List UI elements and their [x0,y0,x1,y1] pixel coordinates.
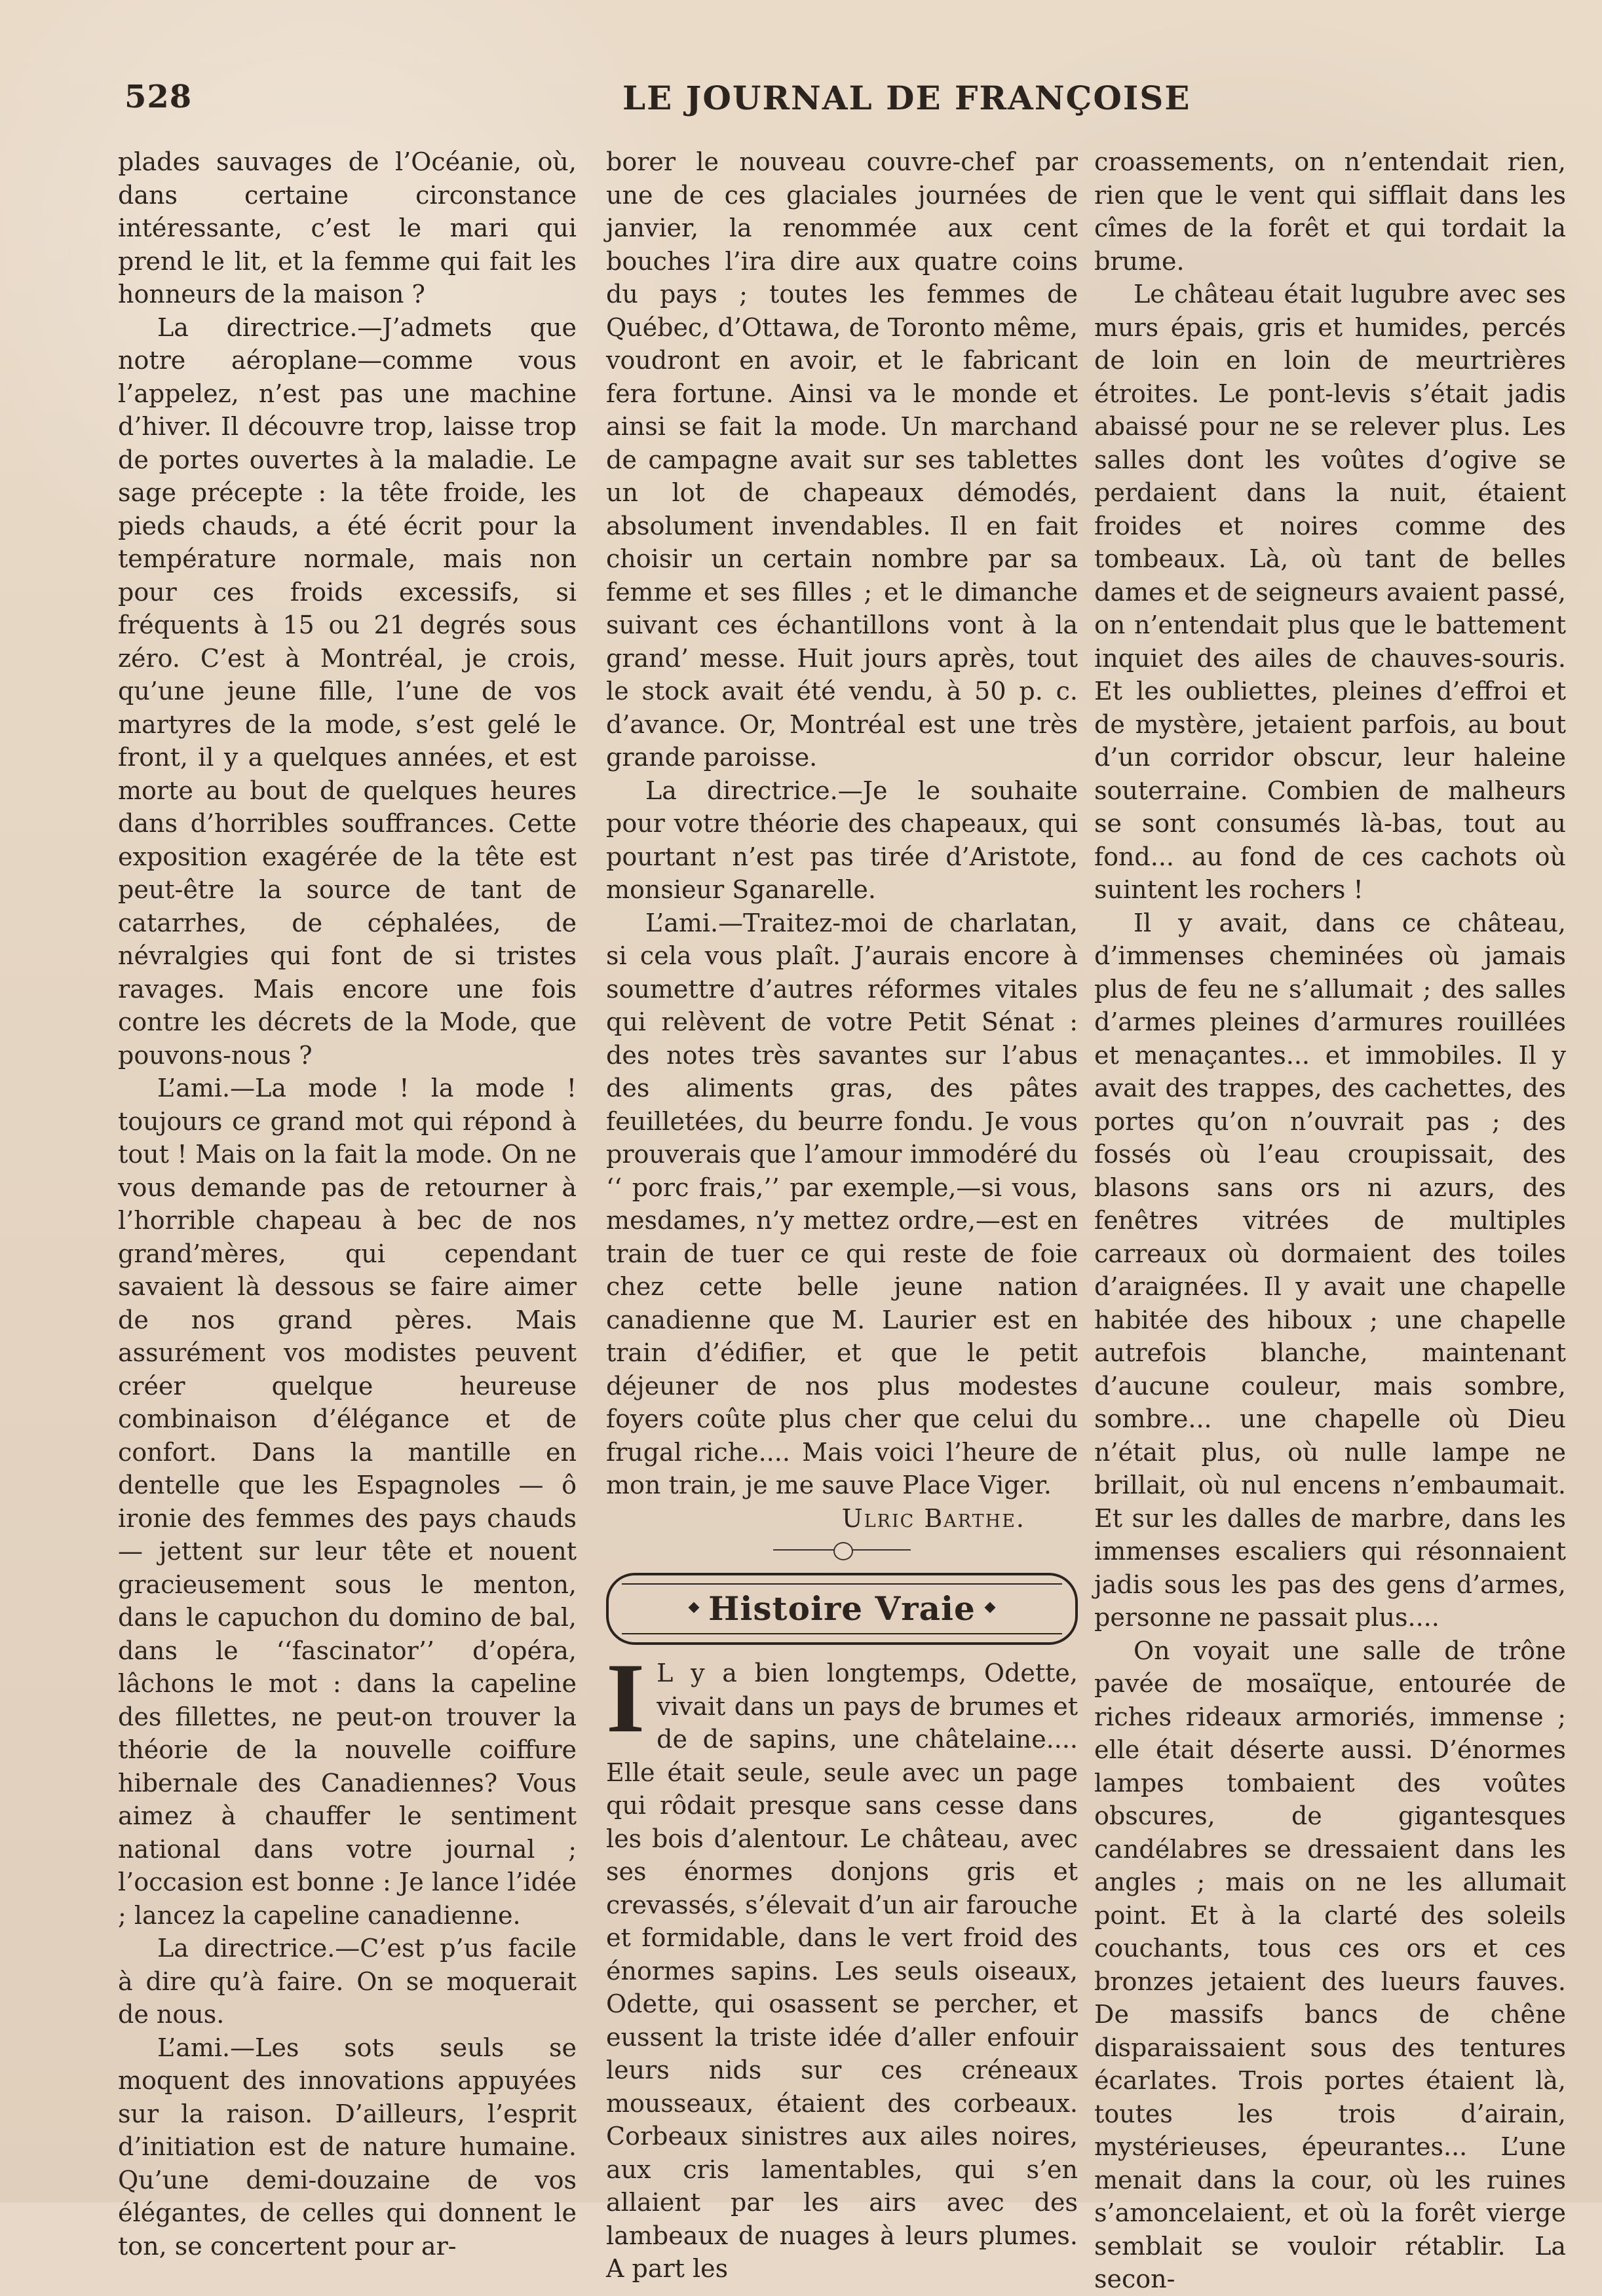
page-header [124,79,1491,132]
banner-left-diamond-icon [689,1602,700,1613]
col1-paragraph-4: La directrice.—C’est p’us facile à dire qu’à faire. On se moquerait de nous. [118,1934,577,2029]
story-dropcap: I [606,1643,645,1753]
col2-paragraph-3: L’ami.—Traitez-moi de charlatan, si cela vous plaît. J’aurais encore à soumettre d’autres réformes vitales qui relèvent de votre Petit Sénat : des notes très savantes sur l’abus des aliments gras, des pâtes feuilletées, du beurre fondu. Je vous prouverais que l’amour immodéré du ‘‘ porc frais,’’ par exemple,—si vous, mesdames, n’y mettez ordre,—est en train de tuer ce qui reste de foie chez cette belle jeune nation canadienne que M. Laurier est en train d’édifier, et que le petit déjeuner de nos plus modestes foyers coûte plus cher que celui du frugal riche.... Mais voici l’heure de mon train, je me sauve Place Viger. [606,908,1078,1499]
banner-right-diamond-icon [985,1602,996,1613]
col3-paragraph-3: Il y avait, dans ce château, d’immenses cheminées où jamais plus de feu ne s’allumait ; des salles d’armes pleines d’armures rouillées et menaçantes... et immobiles. Il y avait des trappes, des cachettes, des portes qu’on n’ouvrait pas ; des fossés où l’eau croupissait, des blasons sans ors ni azurs, des fenêtres vitrées de multiples carreaux où dormaient des toiles d’araignées. Il y avait une chapelle habitée des hiboux ; une chapelle autrefois blanche, maintenant d’aucune couleur, mais sombre, sombre... une chapelle où Dieu n’était plus, où nulle lampe ne brillait, où nul encens n’embaumait. Et sur les dalles de marbre, dans les immenses escaliers qui résonnaient jadis sous les pas des gens d’armes, personne ne passait plus.... [1094,908,1566,1632]
page-number: 528 [124,79,193,115]
article-author: Ulric Barthe. [841,1503,1025,1533]
divider-center-mark [833,1542,853,1560]
column-2 [606,145,1078,2286]
column-3 [1094,145,1566,2296]
col1-paragraph-2: La directrice.—J’admets que notre aéroplane—comme vous l’appelez, n’est pas une machine d’hiver. Il découvre trop, laisse trop de portes ouvertes à la maladie. Le sage précepte : la tête froide, les pieds chauds, a été écrit pour la température normale, mais non pour ces froids excessifs, si fréquents à 15 ou 21 degrés sous zéro. C’est à Montréal, je crois, qu’une jeune fille, l’une de vos martyres de la mode, s’est gelé le front, il y a quelques années, et est morte au bout de quelques heures dans d’horribles souffrances. Cette exposition exagérée de la tête est peut-être la source de tant de catarrhes, de céphalées, de névralgies qui font de si tristes ravages. Mais encore une fois contre les décrets de la Mode, que pouvons-nous ? [118,312,577,1070]
col3-paragraph-4: On voyait une salle de trône pavée de mosaïque, entourée de riches rideaux armoriés, immense ; elle était déserte aussi. D’énormes lampes tombaient des voûtes obscures, de gigantesques candélabres se dressaient dans les angles ; mais on ne les allumait point. Et à la clarté des soleils couchants, tous ces ors et ces bronzes jetaient des lueurs fauves. De massifs bancs de chêne disparaissaient sous des tentures écarlates. Trois portes étaient là, toutes les trois d’airain, mystérieuses, épeurantes... L’une menait dans la cour, où les ruines s’amoncelaient, et où la forêt vierge semblait se vouloir rétablir. La secon- [1094,1636,1566,2293]
col2-paragraph-2: La directrice.—Je le souhaite pour votre théorie des chapeaux, qui pourtant n’est pas tirée d’Aristote, monsieur Sganarelle. [606,776,1078,904]
col2-paragraph-1: borer le nouveau couvre-chef par une de ces glaciales journées de janvier, la renommée aux cent bouches l’ira dire aux quatre coins du pays ; toutes les femmes de Québec, d’Ottawa, de Toronto même, voudront en avoir, et le fabricant fera fortune. Ainsi va le monde et ainsi se fait la mode. Un marchand de campagne avait sur ses tablettes un lot de chapeaux démodés, absolument invendables. Il en fait choisir un certain nombre par sa femme et ses filles ; et le dimanche suivant ces échantillons vont à la grand’ messe. Huit jours après, tout le stock avait été vendu, à 50 p. c. d’avance. Or, Montréal est une très grande paroisse. [606,147,1078,772]
story-title-banner [606,1573,1078,1645]
col1-paragraph-1: plades sauvages de l’Océanie, où, dans certaine circonstance intéressante, c’est le mari qui prend le lit, et la femme qui fait les honneurs de la maison ? [118,147,577,309]
column-1 [118,145,577,2263]
col3-paragraph-1: croassements, on n’entendait rien, rien que le vent qui sifflait dans les cîmes de la forêt et qui tordait la brume. [1094,147,1566,276]
divider-ornament [773,1544,911,1556]
col3-paragraph-2: Le château était lugubre avec ses murs épais, gris et humides, percés de loin en loin de meurtrières étroites. Le pont-levis s’était jadis abaissé pour ne se relever plus. Les salles dont les voûtes d’ogive se perdaient dans la nuit, étaient froides et noires comme des tombeaux. Là, où tant de belles dames et de seigneurs avaient passé, on n’entendait plus que le battement inquiet des ailes de chauves-souris. Et les oubliettes, pleines d’effroi et de mystère, jetaient parfois, au bout d’un corridor obscur, leur haleine souterraine. Combien de malheurs se sont consumés là-bas, tout au fond... au fond de ces cachots où suintent les rochers ! [1094,280,1566,904]
col1-paragraph-3: L’ami.—La mode ! la mode ! toujours ce grand mot qui répond à tout ! Mais on la fait la mode. On ne vous demande pas de retourner à l’horrible chapeau à bec de nos grand’mères, qui cependant savaient là dessous se faire aimer de nos grand pères. Mais assurément vos modistes peuvent créer quelque heureuse combinaison d’élégance et de confort. Dans la mantille en dentelle que les Espagnoles — ô ironie des femmes des pays chauds— jettent sur leur tête et nouent gracieusement sous le menton, dans le capuchon du domino de bal, dans le ‘‘fascinator’’ d’opéra, lâchons le mot : dans la capeline des fillettes, ne peut-on trouver la théorie de la nouvelle coiffure hibernale des Canadiennes? Vous aimez à chauffer le sentiment national dans votre journal ; l’occasion est bonne : Je lance l’idée ; lancez la capeline canadienne. [118,1074,577,1930]
story-paragraph-1 [606,1643,1078,2286]
story-paragraph-1-text: L y a bien longtemps, Odette, vivait dans un pays de brumes et de de sapins, une châtelaine.... Elle était seule, seule avec un page qui rôdait presque sans cesse dans les bois d’alentour. Le château, avec ses énormes donjons gris et crevassés, s’élevait d’un air farouche et formidable, dans le vert froid des énormes sapins. Les seuls oiseaux, Odette, qui osassent se percher, et eussent la triste idée d’aller enfouir leurs nids sur ces créneaux mousseaux, étaient des corbeaux. Corbeaux sinistres aux ailes noires, aux cris lamentables, qui s’en allaient par les airs avec des lambeaux de nuages à leurs plumes. A part les [606,1659,1078,2283]
story-title: Histoire Vraie [708,1589,976,1628]
journal-title: LE JOURNAL DE FRANÇOISE [622,79,1191,117]
col1-paragraph-5: L’ami.—Les sots seuls se moquent des innovations appuyées sur la raison. D’ailleurs, l’esprit d’initiation est de nature humaine. Qu’une demi-douzaine de vos élégantes, de celles qui donnent le ton, se concertent pour ar- [118,2033,577,2261]
